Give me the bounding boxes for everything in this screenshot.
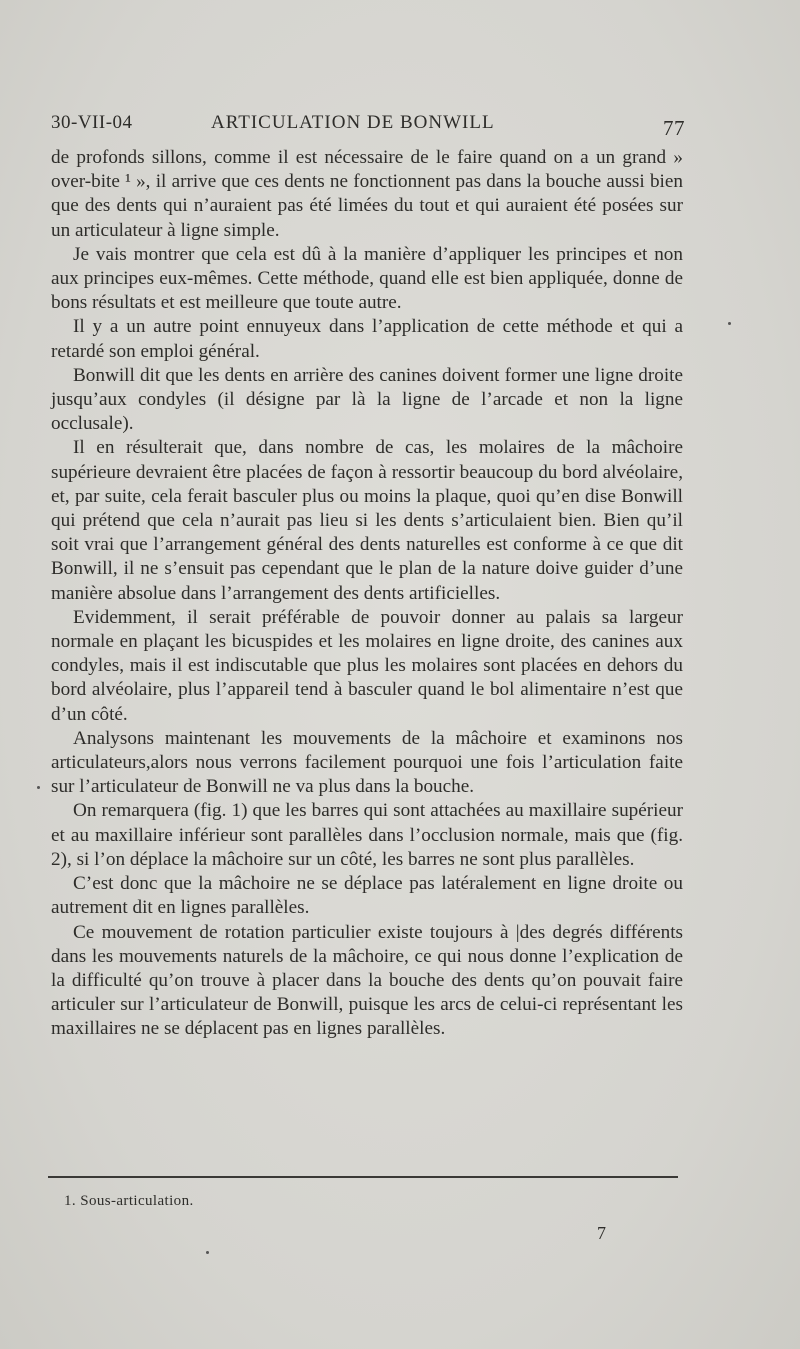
header-date: 30-VII-04 <box>51 112 133 133</box>
paragraph: de profonds sillons, comme il est nécessaire de le faire quand on a un grand » over-bite ¹ », il arrive que ces dents ne fonctionnent pas dans la bouche aussi bien que des dents qui n’auraient pas été limées du tout et qui auraient été posées sur un articulateur à ligne simple. <box>51 147 683 241</box>
running-header <box>51 112 685 142</box>
body-text <box>51 146 683 1042</box>
page-number: 77 <box>663 116 685 140</box>
print-speck <box>206 1251 209 1254</box>
paragraph: Il en résulterait que, dans nombre de cas, les molaires de la mâchoire supérieure devraient être placées de façon à ressortir beaucoup du bord alvéolaire, et, par suite, cela ferait basculer plus ou moins la plaque, quoi qu’en dise Bonwill qui prétend que cela n’aurait pas lieu si les dents s’articulaient bien. Bien qu’il soit vrai que l’arrangement général des dents naturelles est conforme à ce que dit Bonwill, il ne s’ensuit pas cependant que le plan de la nature doive guider d’une manière absolue dans l’arrangement des dents artificielles. <box>51 437 683 604</box>
header-title: ARTICULATION DE BONWILL <box>211 112 495 133</box>
signature-mark: 7 <box>597 1223 606 1243</box>
paragraph: Analysons maintenant les mouvements de la mâchoire et examinons nos articulateurs,alors nous verrons facilement pourquoi une fois l’articulation faite sur l’articulateur de Bonwill ne va plus dans la bouche. <box>51 727 683 798</box>
footnote-rule <box>48 1176 678 1178</box>
paragraph: Il y a un autre point ennuyeux dans l’application de cette méthode et qui a retardé son emploi général. <box>51 316 683 362</box>
paragraph: Je vais montrer que cela est dû à la manière d’appliquer les principes et non aux principes eux-mêmes. Cette méthode, quand elle est bien appliquée, donne de bons résultats et est meilleure que toute autre. <box>51 243 683 314</box>
paragraph: On remarquera (fig. 1) que les barres qui sont attachées au maxillaire supérieur et au maxillaire inférieur sont parallèles dans l’occlusion normale, mais que (fig. 2), si l’on déplace la mâchoire sur un côté, les barres ne sont plus parallèles. <box>51 800 683 870</box>
paragraph: Ce mouvement de rotation particulier existe toujours à |des degrés différents dans les mouvements naturels de la mâchoire, ce qui nous donne l’explication de la difficulté qu’on trouve à placer dans la bouche des dents qu’on pouvait faire articuler sur l’articulateur de Bonwill, puisque les arcs de celui-ci représentant les maxillaires ne se déplacent pas en lignes parallèles. <box>51 921 683 1040</box>
print-speck <box>37 786 40 789</box>
footnote: 1. Sous-articulation. <box>64 1193 194 1209</box>
paragraph: C’est donc que la mâchoire ne se déplace pas latéralement en ligne droite ou autrement dit en lignes parallèles. <box>51 873 683 919</box>
paragraph: Bonwill dit que les dents en arrière des canines doivent former une ligne droite jusqu’aux condyles (il désigne par là la ligne de l’arcade et non la ligne occlusale). <box>51 364 683 435</box>
print-speck <box>728 322 731 325</box>
paragraph: Evidemment, il serait préférable de pouvoir donner au palais sa largeur normale en plaçant les bicuspides et les molaires en ligne droite, des canines aux condyles, mais il est indiscutable que plus les molaires sont placées en dehors du bord alvéolaire, plus l’appareil tend à basculer quand le bol alimentaire n’est que d’un côté. <box>51 606 683 725</box>
